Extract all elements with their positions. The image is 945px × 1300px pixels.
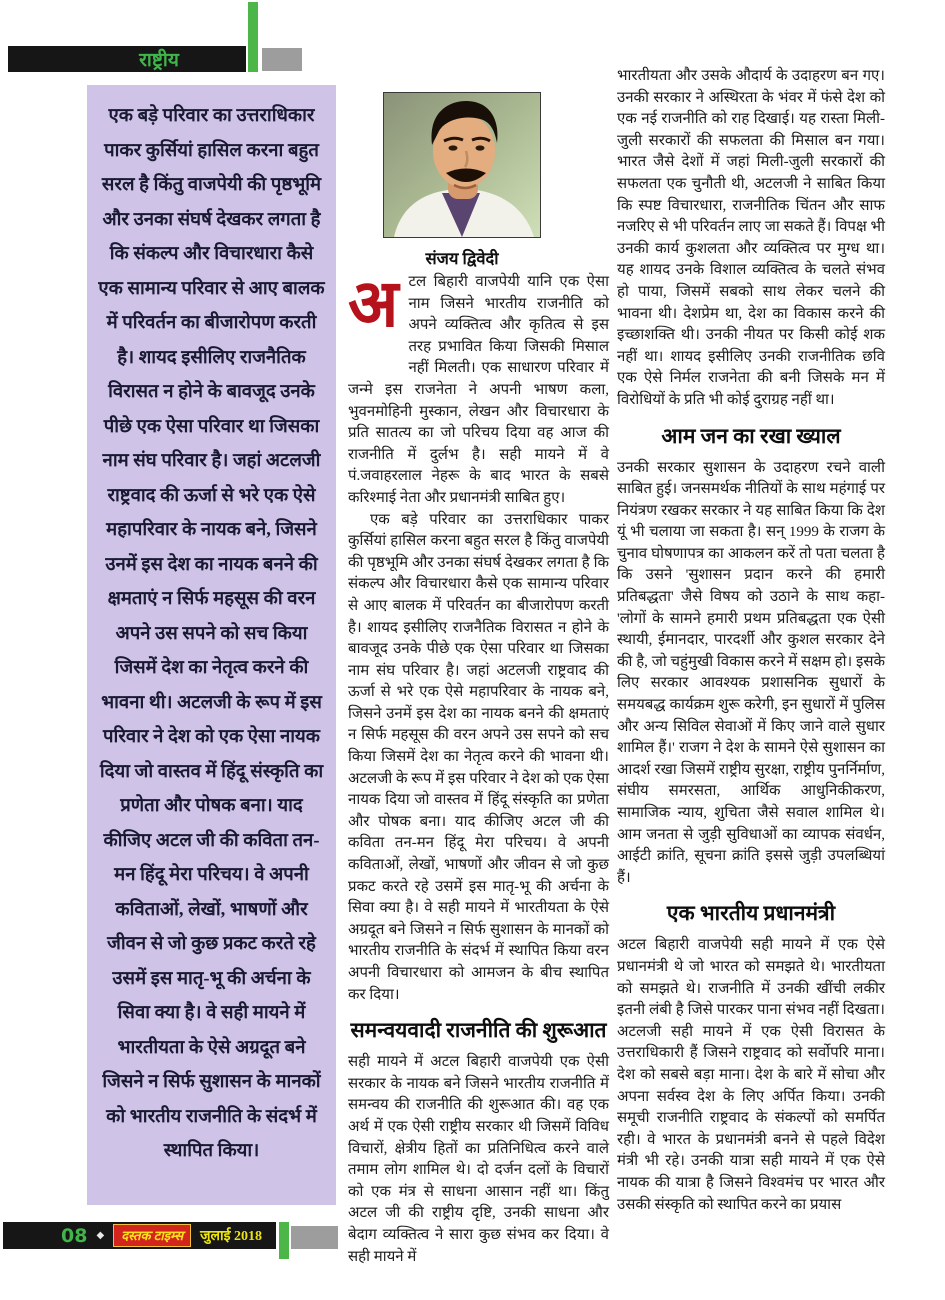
subheading-indian-pm: एक भारतीय प्रधानमंत्री (666, 901, 836, 926)
subheading-coordination-politics: समन्वयवादी राजनीति की शुरूआत (350, 1018, 607, 1043)
article-paragraph: सही मायने में अटल बिहारी वाजपेयी एक ऐसी सरकार के नायक बने जिसने भारतीय राजनीति में समन्वय की राजनीति की शुरूआत की। वह एक अर्थ में एक ऐसी राष्ट्रीय सरकार थी जिसमें विविध विचारों, क्षेत्रीय हितों का प्रतिनिधित्व करने वाले तमाम लोग शामिल थे। दो दर्जन दलों के विचारों को एक मंत्र से साधना आसान नहीं था। किंतु अटल जी की राष्ट्रीय दृष्टि, उनकी साधना और बेदाग व्यक्तित्व ने सारा कुछ संभव कर दिया। वे सही मायने में (348, 1054, 609, 1265)
pull-quote-box: एक बड़े परिवार का उत्तराधिकार पाकर कुर्सियां हासिल करना बहुत सरल है किंतु वाजपेयी की पृष्ठभूमि और उनका संघर्ष देखकर लगता है कि संकल्प और विचारधारा कैसे एक सामान्य परिवार से आए बालक में परिवर्तन का बीजारोपण करती है। शायद इसीलिए राजनैतिक विरासत न होने के बावजूद उनके पीछे एक ऐसा परिवार था जिसका नाम संघ परिवार है। जहां अटलजी राष्ट्रवाद की ऊर्जा से भरे एक ऐसे महापरिवार के नायक बने, जिसने उनमें इस देश का नायक बनने की क्षमताएं न सिर्फ महसूस की वरन अपने उस सपने को सच किया जिसमें देश का नेतृत्व करने की भावना थी। अटलजी के रूप में इस परिवार ने देश को एक ऐसा नायक दिया जो वास्तव में हिंदू संस्कृति का प्रणेता और पोषक बना। याद कीजिए अटल जी की कविता तन-मन हिंदू मेरा परिचय। वे अपनी कविताओं, लेखों, भाषणों और जीवन से जो कुछ प्रकट करते रहे उसमें इस मातृ-भू की अर्चना के सिवा क्या है। वे सही मायने में भारतीयता के ऐसे अग्रदूत बने जिसने न सिर्फ सुशासन के मानकों को भारतीय राजनीति के संदर्भ में स्थापित किया। (87, 85, 336, 1205)
author-name: संजय द्विवेदी (425, 249, 499, 268)
issue-date: जुलाई 2018 (200, 1229, 262, 1244)
author-photo-illustration (384, 93, 540, 237)
author-photo (383, 92, 541, 238)
section-label: राष्ट्रीय (139, 50, 179, 71)
footer-gray-block (291, 1226, 338, 1249)
article-column-right (617, 66, 885, 1216)
footer-green-accent-bar (279, 1222, 289, 1259)
footer-bar (3, 1222, 276, 1249)
section-header-bar (8, 46, 246, 72)
subheading-common-people: आम जन का रखा ख्याल (661, 423, 841, 448)
article-column-middle (348, 268, 609, 1268)
article-intro-paragraph (348, 268, 609, 510)
page-number: 08 (61, 1224, 88, 1247)
article-paragraph: उनकी सरकार सुशासन के उदाहरण रचने वाली साबित हुई। जनसमर्थक नीतियों के साथ महंगाई पर नियंत्रण रखकर सरकार ने यह साबित किया कि देश यूं भी चलाया जा सकता है। सन् 1999 के राजग के चुनाव घोषणापत्र का आकलन करें तो पता चलता है कि उसने 'सुशासन प्रदान करने की हमारी प्रतिबद्धता' जैसे विषय को उठाने के साथ कहा- 'लोगों के सामने हमारी प्रथम प्रतिबद्धता एक ऐसी स्थायी, ईमानदार, पारदर्शी और कुशल सरकार देने की है, जो चहुंमुखी विकास करने में सक्षम हो। इसके लिए सरकार आवश्यक प्रशासनिक सुधारों के समयबद्ध कार्यक्रम शुरू करेगी, इन सुधारों में पुलिस और अन्य सिविल सेवाओं में किए जाने वाले सुधार शामिल हैं।' राजग ने देश के सामने ऐसे सुशासन का आदर्श रखा जिसमें राष्ट्रीय सुरक्षा, राष्ट्रीय पुनर्निर्माण, संघीय समरसता, आर्थिक आधुनिकीकरण, सामाजिक न्याय, शुचिता जैसे सवाल शामिल थे। आम जनता से जुड़ी सुविधाओं का व्यापक संवर्धन, आईटी क्रांति, सूचना क्रांति इससे जुड़ी उपलब्धियां हैं। (617, 459, 885, 886)
article-paragraph: अटल बिहारी वाजपेयी सही मायने में एक ऐसे प्रधानमंत्री थे जो भारत को समझते थे। भारतीयता को समझते थे। राजनीति में उनकी खींची लकीर इतनी लंबी है जिसे पारकर पाना संभव नहीं दिखता। अटलजी सही मायने में एक ऐसी विरासत के उत्तराधिकारी हैं जिसने राष्ट्रवाद को सर्वोपरि माना। देश को सबसे बड़ा माना। देश के बारे में सोचा और अपना सर्वस्व देश के लिए अर्पित किया। उनकी समूची राजनीति राष्ट्रवाद के संकल्पों को समर्पित रही। वे भारत के प्रधानमंत्री बनने से पहले विदेश मंत्री भी रहे। उनकी यात्रा सही मायने में एक ऐसे नायक की यात्रा है जिसने विश्वमंच पर भारत और उसकी संस्कृति को स्थापित करने का प्रयास (617, 937, 885, 1213)
article-intro-text: टल बिहारी वाजपेयी यानि एक ऐसा नाम जिसने भारतीय राजनीति को अपने व्यक्तित्व और कृतित्व से इस तरह प्रभावित किया जिसकी मिसाल नहीं मिलती। एक साधारण परिवार में जन्मे इस राजनेता ने अपनी भाषण कला, भुवनमोहिनी मुस्कान, लेखन और विचारधारा के प्रति सातत्य का जो परिचय दिया वह आज की राजनीति में दुर्लभ है। सही मायने में वे पं.जवाहरलाल नेहरू के बाद भारत के सबसे करिश्माई नेता और प्रधानमंत्री साबित हुए। (348, 274, 609, 506)
magazine-logo: दस्तक टाइम्स (113, 1224, 191, 1247)
article-paragraph: एक बड़े परिवार का उत्तराधिकार पाकर कुर्सियां हासिल करना बहुत सरल है किंतु वाजपेयी की पृष्ठभूमि और उनका संघर्ष देखकर लगता है कि संकल्प और विचारधारा कैसे एक सामान्य परिवार से आए बालक में परिवर्तन का बीजारोपण करती है। शायद इसीलिए राजनैतिक विरासत न होने के बावजूद उनके पीछे एक ऐसा परिवार था जिसका नाम संघ परिवार है। जहां अटलजी राष्ट्रवाद की ऊर्जा से भरे एक ऐसे महापरिवार के नायक बने, जिसने उनमें इस देश का नायक बनने की क्षमताएं न सिर्फ महसूस की वरन अपने उस सपने को सच किया जिसमें देश का नेतृत्व करने की भावना थी। अटलजी के रूप में इस परिवार ने देश को एक ऐसा नायक दिया जो वास्तव में हिंदू संस्कृति का प्रणेता और पोषक बना। याद कीजिए अटल जी की कविता तन-मन हिंदू मेरा परिचय। वे अपनी कविताओं, लेखों, भाषणों और जीवन से जो कुछ प्रकट करते रहे उसमें इस मातृ-भू की अर्चना के सिवा क्या है। वे सही मायने में भारतीयता के ऐसे अग्रदूत बने जिसने न सिर्फ सुशासन के मानकों को भारतीय राजनीति के संदर्भ में स्थापित किया वरन अपनी विचारधारा को आमजन के बीच स्थापित कर दिया। (348, 511, 609, 1003)
article-paragraph: भारतीयता और उसके औदार्य के उदाहरण बन गए। उनकी सरकार ने अस्थिरता के भंवर में फंसे देश को एक नई राजनीति को राह दिखाई। यह रास्ता मिली-जुली सरकारों की सफलता की मिसाल बन गया। भारत जैसे देशों में जहां मिली-जुली सरकारों की सफलता एक चुनौती थी, अटलजी ने साबित किया कि स्पष्ट विचारधारा, राजनीतिक चिंतन और साफ नजरिए से भी परिवर्तन लाए जा सकते हैं। विपक्ष भी उनकी कार्य कुशलता और व्यक्तित्व पर मुग्ध था। यह शायद उनके विशाल व्यक्तित्व के चलते संभव हो पाया, जिसमें सबको साथ लेकर चलने की भावना थी। देशप्रेम था, देश का विकास करने की इच्छाशक्ति थी। उनकी नीयत पर किसी कोई शक नहीं था। शायद इसीलिए उनकी राजनीतिक छवि एक ऐसे निर्मल राजनेता की बनी जिसके मन में विरोधियों के प्रति भी कोई दुराग्रह नहीं था। (617, 68, 885, 408)
header-green-accent-bar (248, 2, 258, 72)
drop-cap: अ (348, 268, 399, 341)
header-gray-block (262, 48, 302, 71)
diamond-separator-icon: ◆ (96, 1229, 105, 1241)
